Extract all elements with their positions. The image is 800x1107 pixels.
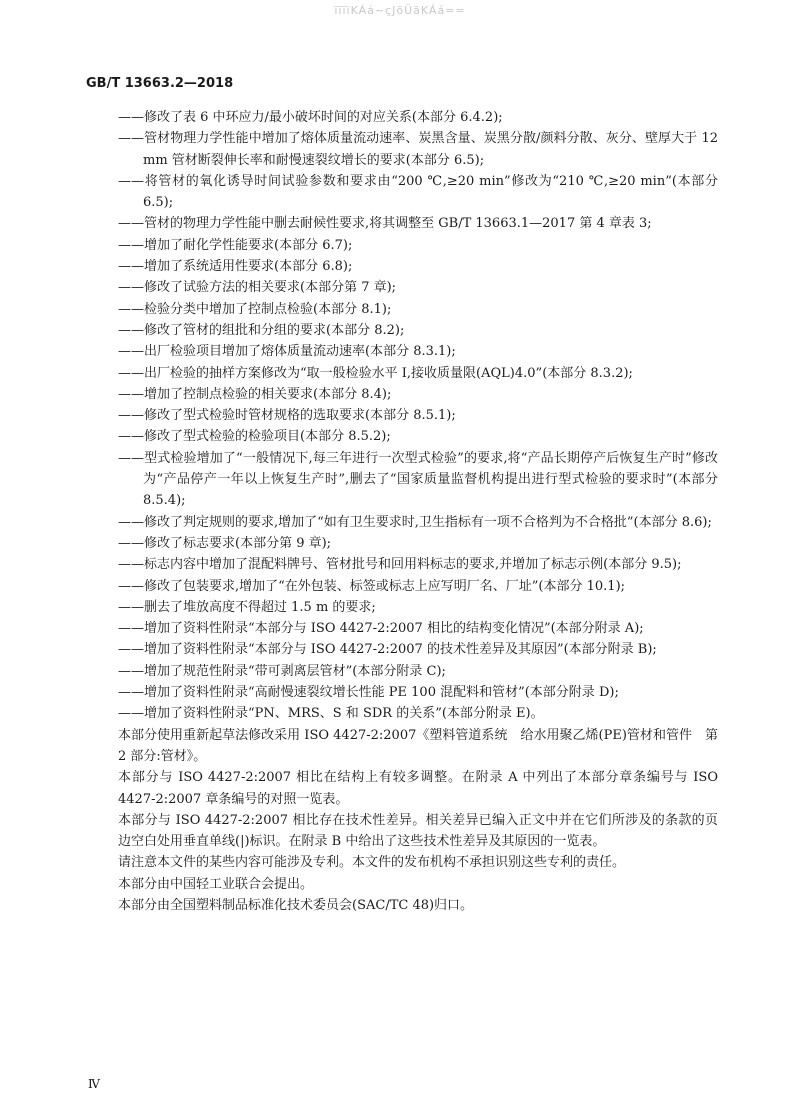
change-item: ——增加了系统适用性要求(本部分 6.8); xyxy=(118,259,353,275)
change-item: ——将管材的氧化诱导时间试验参数和要求由“200 ℃,≥20 min”修改为“210 ℃,≥20 min”(本部分 6.5); xyxy=(118,173,718,211)
change-item: ——出厂检验的抽样方案修改为“取一般检验水平 I,接收质量限(AQL)4.0”(本部分 8.3.2); xyxy=(118,365,633,381)
change-item: ——修改了包装要求,增加了“在外包装、标签或标志上应写明厂名、厂址”(本部分 10.1); xyxy=(118,578,626,594)
change-item: ——修改了型式检验的检验项目(本部分 8.5.2); xyxy=(118,429,391,445)
change-item: ——删去了堆放高度不得超过 1.5 m 的要求; xyxy=(118,599,376,615)
change-item: ——检验分类中增加了控制点检验(本部分 8.1); xyxy=(118,301,392,317)
change-item: ——型式检验增加了“一般情况下,每三年进行一次型式检验”的要求,将“产品长期停产后恢复生产时”修改为“产品停产一年以上恢复生产时”,删去了“国家质量监督机构提出进行型式检验的要求时”(本部分 8.5.4); xyxy=(118,450,718,509)
body-paragraph: 本部分由中国轻工业联合会提出。 xyxy=(118,876,314,892)
change-item: ——修改了标志要求(本部分第 9 章); xyxy=(118,535,332,551)
page-number: Ⅳ xyxy=(88,1077,100,1091)
change-item: ——修改了型式检验时管材规格的选取要求(本部分 8.5.1); xyxy=(118,408,456,424)
body-paragraph: 本部分由全国塑料制品标准化技术委员会(SAC/TC 48)归口。 xyxy=(118,897,474,913)
change-item: ——管材的物理力学性能中删去耐候性要求,将其调整至 GB/T 13663.1—2017 第 4 章表 3; xyxy=(118,216,652,232)
change-item: ——增加了耐化学性能要求(本部分 6.7); xyxy=(118,237,353,253)
change-item: ——修改了试验方法的相关要求(本部分第 7 章); xyxy=(118,280,397,296)
body-paragraph: 本部分与 ISO 4427-2:2007 相比存在技术性差异。相关差异已编入正文中并在它们所涉及的条款的页边空白处用垂直单线(|)标识。在附录 B 中给出了这些技术性差异及其原因的一览表。 xyxy=(118,812,718,850)
change-item: ——增加了资料性附录“PN、MRS、S 和 SDR 的关系”(本部分附录 E)。 xyxy=(118,706,544,722)
body-paragraph: 请注意本文件的某些内容可能涉及专利。本文件的发布机构不承担识别这些专利的责任。 xyxy=(118,855,626,871)
change-item: ——修改了表 6 中环应力/最小破坏时间的对应关系(本部分 6.4.2); xyxy=(118,110,503,125)
change-item: ——管材物理力学性能中增加了熔体质量流动速率、炭黑含量、炭黑分散/颜料分散、灰分、壁厚大于 12 mm 管材断裂伸长率和耐慢速裂纹增长的要求(本部分 6.5); xyxy=(118,131,718,168)
body-paragraph: 本部分使用重新起草法修改采用 ISO 4427-2:2007《塑料管道系统 给水用聚乙烯(PE)管材和管件 第 2 部分:管材》。 xyxy=(118,727,718,764)
change-item: ——出厂检验项目增加了熔体质量流动速率(本部分 8.3.1); xyxy=(118,344,456,360)
body-paragraph: 本部分与 ISO 4427-2:2007 相比在结构上有较多调整。在附录 A 中列出了本部分章条编号与 ISO 4427-2:2007 章条编号的对照一览表。 xyxy=(118,770,718,807)
change-item: ——修改了管材的组批和分组的要求(本部分 8.2); xyxy=(118,322,405,338)
change-item: ——增加了资料性附录“本部分与 ISO 4427-2:2007 相比的结构变化情况”(本部分附录 A); xyxy=(118,621,644,637)
change-item: ——增加了控制点检验的相关要求(本部分 8.4); xyxy=(118,386,392,402)
change-item: ——修改了判定规则的要求,增加了“如有卫生要求时,卫生指标有一项不合格判为不合格批”(本部分 8.6); xyxy=(118,514,712,530)
change-item: ——增加了规范性附录“带可剥离层管材”(本部分附录 C); xyxy=(118,663,446,679)
standard-id: GB/T 13663.2—2018 xyxy=(86,76,234,91)
change-item: ——增加了资料性附录“本部分与 ISO 4427-2:2007 的技术性差异及其原因”(本部分附录 B); xyxy=(118,642,657,658)
change-item: ——标志内容中增加了混配料牌号、管材批号和回用料标志的要求,并增加了标志示例(本部分 9.5); xyxy=(118,557,682,573)
change-item: ——增加了资料性附录“高耐慢速裂纹增长性能 PE 100 混配料和管材”(本部分附录 D); xyxy=(118,685,619,701)
watermark: ïïïïKÁá~çJõÜãKÁá== xyxy=(334,4,466,17)
document-body xyxy=(118,107,718,916)
